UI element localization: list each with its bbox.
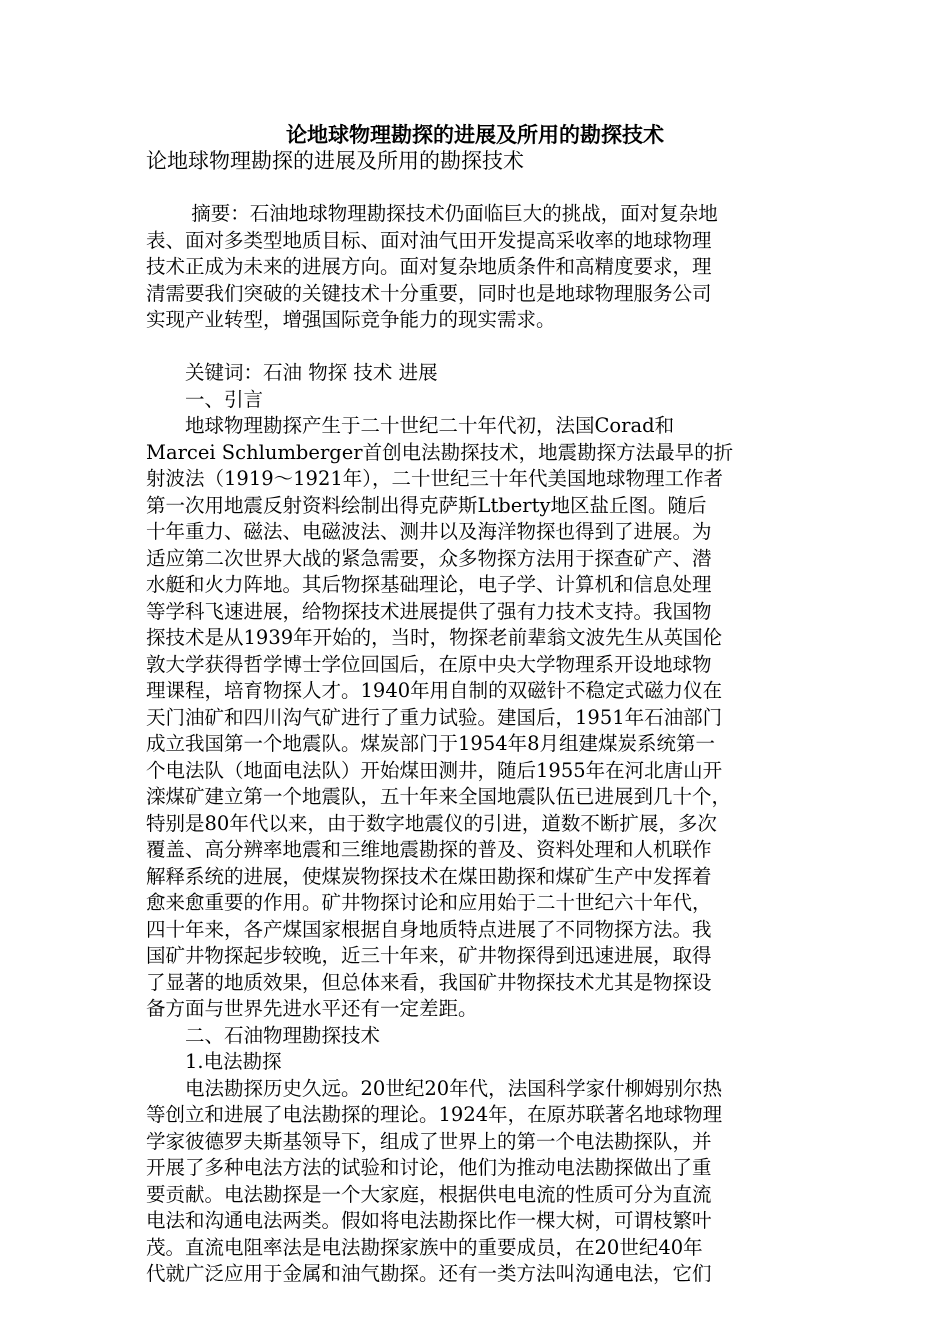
body-text-line: 等创立和进展了电法勘探的理论。1924年，在原苏联著名地球物理 [146, 1103, 723, 1126]
body-text-line: 摘要：石油地球物理勘探技术仍面临巨大的挑战，面对复杂地 [146, 202, 718, 225]
body-text-line: 探技术是从1939年开始的，当时，物探老前辈翁文波先生从英国伦 [146, 626, 723, 649]
body-text-line: 第一次用地震反射资料绘制出得克萨斯Ltberty地区盐丘图。随后 [146, 493, 707, 517]
body-text-line: 关键词：石油 物探 技术 进展 [146, 361, 438, 384]
body-text-line: 特别是80年代以来，由于数字地震仪的引进，道数不断扩展，多次 [146, 811, 717, 835]
body-text-line: 二、石油物理勘探技术 [146, 1023, 381, 1047]
body-text-line: 滦煤矿建立第一个地震队，五十年来全国地震队伍已进展到几十个， [146, 785, 732, 808]
body-text-line: 四十年来，各产煤国家根据自身地质特点进展了不同物探方法。我 [146, 917, 712, 941]
body-text-line: 天门油矿和四川沟气矿进行了重力试验。建国后，1951年石油部门 [146, 705, 723, 729]
body-text-line: 电法和沟通电法两类。假如将电法勘探比作一棵大树，可谓枝繁叶 [146, 1209, 712, 1232]
body-text-line: 技术正成为未来的进展方向。面对复杂地质条件和高精度要求，理 [146, 255, 712, 278]
body-text-line: 地球物理勘探产生于二十世纪二十年代初，法国Corad和 [146, 414, 675, 437]
body-text-line: 清需要我们突破的关键技术十分重要，同时也是地球物理服务公司 [146, 281, 712, 305]
body-text-line: 愈来愈重要的作用。矿井物探讨论和应用始于二十世纪六十年代， [146, 891, 712, 914]
body-text-line: 学家彼德罗夫斯基领导下，组成了世界上的第一个电法勘探队，并 [146, 1129, 712, 1153]
body-text-line: 成立我国第一个地震队。煤炭部门于1954年8月组建煤炭系统第一 [146, 732, 716, 755]
body-text-line: 敦大学获得哲学博士学位回国后，在原中央大学物理系开设地球物 [146, 652, 712, 676]
document-body [146, 201, 806, 1288]
document-title: 论地球物理勘探的进展及所用的勘探技术 [286, 122, 664, 147]
body-text-line: 要贡献。电法勘探是一个大家庭，根据供电电流的性质可分为直流 [146, 1182, 712, 1206]
body-text-line: 了显著的地质效果，但总体来看，我国矿井物探技术尤其是物探设 [146, 970, 712, 994]
body-text-line: 茂。直流电阻率法是电法勘探家族中的重要成员，在20世纪40年 [146, 1235, 703, 1259]
body-text-line: 水艇和火力阵地。其后物探基础理论，电子学、计算机和信息处理 [146, 573, 712, 596]
body-text-line: 适应第二次世界大战的紧急需要，众多物探方法用于探查矿产、潜 [146, 546, 712, 570]
body-text-line: 1.电法勘探 [146, 1050, 282, 1073]
body-text-line: 覆盖、高分辨率地震和三维地震勘探的普及、资料处理和人机联作 [146, 838, 712, 861]
body-text-line: 实现产业转型，增强国际竞争能力的现实需求。 [146, 308, 556, 331]
body-text-line: 等学科飞速进展，给物探技术进展提供了强有力技术支持。我国物 [146, 599, 712, 623]
body-text-line: 电法勘探历史久远。20世纪20年代，法国科学家什柳姆别尔热 [146, 1076, 723, 1100]
body-text-line: 国矿井物探起步较晚，近三十年来，矿井物探得到迅速进展，取得 [146, 944, 712, 967]
body-text-line: Marcei Schlumberger首创电法勘探技术，地震勘探方法最早的折 [146, 440, 734, 464]
blank-line [146, 334, 806, 361]
body-text-line: 个电法队（地面电法队）开始煤田测井，随后1955年在河北唐山开 [146, 758, 723, 782]
body-text-line: 表、面对多类型地质目标、面对油气田开发提高采收率的地球物理 [146, 228, 712, 252]
body-text-line: 备方面与世界先进水平还有一定差距。 [146, 997, 478, 1020]
document-subtitle: 论地球物理勘探的进展及所用的勘探技术 [146, 149, 524, 173]
body-text-line: 理课程，培育物探人才。1940年用自制的双磁针不稳定式磁力仪在 [146, 679, 723, 702]
body-text-line: 解释系统的进展，使煤炭物探技术在煤田勘探和煤矿生产中发挥着 [146, 864, 712, 888]
body-text-line: 代就广泛应用于金属和油气勘探。还有一类方法叫沟通电法，它们 [146, 1262, 712, 1285]
body-text-line: 开展了多种电法方法的试验和讨论，他们为推动电法勘探做出了重 [146, 1156, 712, 1179]
body-text-line: 十年重力、磁法、电磁波法、测井以及海洋物探也得到了进展。为 [146, 520, 712, 543]
body-text-line: 一、引言 [146, 387, 264, 411]
body-text-line: 射波法（1919～1921年），二十世纪三十年代美国地球物理工作者 [146, 467, 724, 490]
